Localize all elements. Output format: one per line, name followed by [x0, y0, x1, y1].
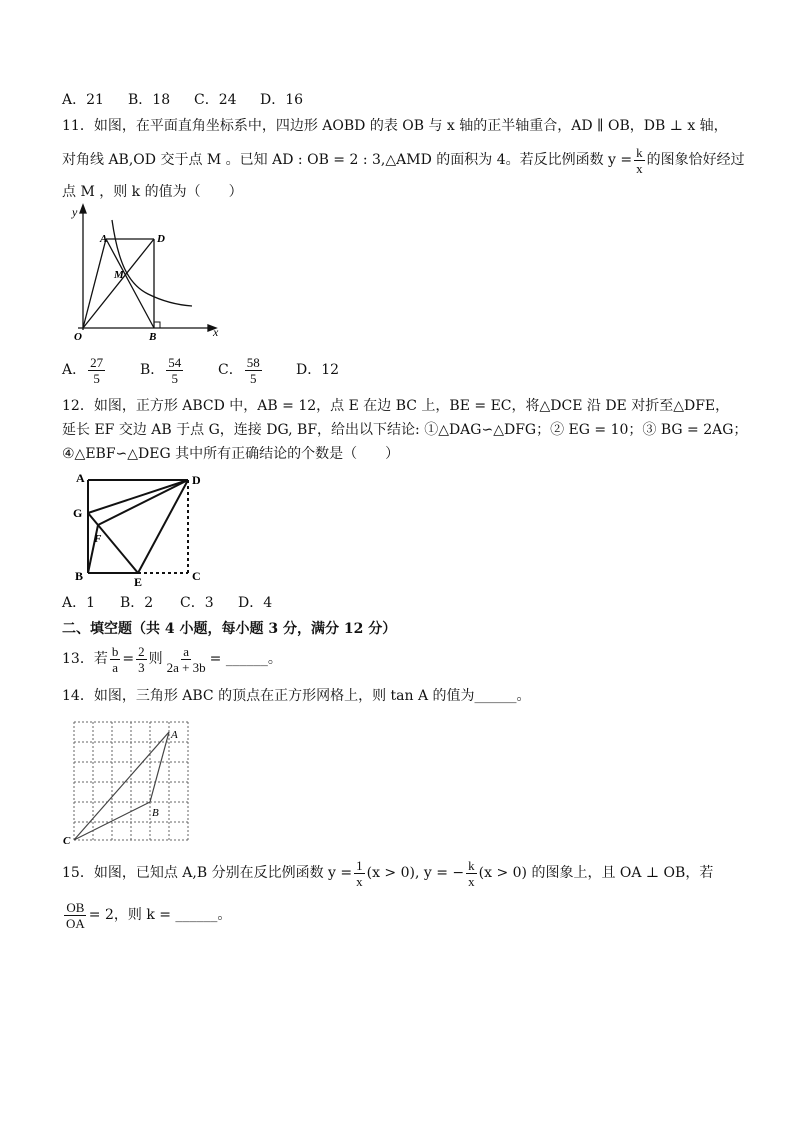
right-angle-mark: [154, 322, 160, 328]
q15-mid1: (x > 0), y = −: [366, 865, 465, 881]
q11-figure: [68, 202, 228, 342]
q12-label-a: A: [76, 471, 85, 485]
q11-option-a-den: 5: [93, 370, 100, 386]
q13-frac3-num: a: [183, 643, 189, 659]
q12-line3: ④△EBF∽△DEG 其中所有正确结论的个数是（ ）: [62, 446, 400, 462]
q13-frac1-den: a: [112, 659, 118, 675]
q15-frac2-num: k: [468, 857, 475, 873]
q13-frac2: [136, 644, 147, 675]
q13-eq: =: [122, 651, 135, 667]
q15-frac2: [466, 858, 477, 889]
q11-option-c-den: 5: [249, 370, 257, 386]
q11-line1: 11．如图，在平面直角坐标系中，四边形 AOBD 的表 OB 与 x 轴的正半轴重合，AD ∥ OB，DB ⊥ x 轴，: [62, 118, 728, 134]
q11-label-x: x: [213, 325, 219, 339]
q15-frac3-num: OB: [66, 899, 85, 915]
q13-frac3: [165, 644, 208, 675]
q10-option-d: D．16: [260, 92, 304, 108]
q11-option-b-letter: B．: [140, 362, 165, 378]
q11-option-a-frac: [88, 355, 105, 386]
section2-title: 二、填空题（共 4 小题，每小题 3 分，满分 12 分）: [62, 621, 397, 637]
q11-option-b-frac: [166, 355, 183, 386]
q13-frac2-den: 3: [138, 659, 145, 675]
q13-mid: 则: [148, 651, 163, 667]
q13: [62, 642, 282, 676]
q15-line1: [62, 855, 713, 891]
q15-frac3-den: OA: [66, 915, 85, 931]
q15-line2: [62, 897, 231, 933]
q11-option-c-letter: C．: [218, 362, 243, 378]
line-ab: [106, 239, 154, 328]
q11-label-y: y: [72, 205, 78, 219]
q11-frac-den: x: [636, 160, 643, 176]
q14-label-a: A: [171, 729, 178, 741]
q12-label-f: F: [94, 533, 102, 545]
q12-option-c: C．3: [180, 595, 214, 611]
q14-label-b: B: [152, 807, 159, 819]
q11-options: [62, 350, 339, 390]
q11-option-c-num: 58: [246, 354, 260, 370]
q11-option-d-letter: D．: [296, 362, 322, 378]
q15-frac2-den: x: [468, 873, 475, 889]
q15-frac3: [64, 900, 87, 931]
q12-options: [62, 593, 272, 613]
q12-label-e: E: [134, 575, 143, 589]
q11-option-a-num: 27: [90, 354, 104, 370]
q12-option-d: D．4: [238, 595, 273, 611]
q12-option-b: B．2: [120, 595, 154, 611]
q11-line3: 点 M ，则 k 的值为（ ）: [62, 184, 243, 200]
q12-line2: 延长 EF 交边 AB 于点 G，连接 DG, BF，给出以下结论: ①△DAG∽△DFG；② EG = 10；③ BG = 2AG；: [62, 422, 748, 438]
q11-label-o: O: [74, 331, 82, 342]
q13-frac1-num: b: [111, 643, 119, 659]
q14-figure: [60, 716, 200, 850]
q11-option-a-letter: A．: [62, 362, 87, 378]
q11-fraction: [634, 145, 645, 176]
q15-frac1: [354, 858, 365, 889]
q15-suffix: = 2，则 k = ______。: [88, 907, 232, 923]
q11-option-b-num: 54: [168, 354, 182, 370]
q11-label-d: D: [157, 233, 165, 245]
q13-suffix: = ______。: [209, 651, 282, 667]
q11-option-c: [218, 350, 296, 390]
q11-option-a: [62, 350, 140, 390]
q11-line2-b: 的图象恰好经过: [646, 152, 745, 168]
q14-text: 14．如图，三角形 ABC 的顶点在正方形网格上，则 tan A 的值为______。: [62, 688, 531, 704]
q13-frac1: [110, 644, 121, 675]
q10-option-c: C．24: [194, 92, 237, 108]
q11-label-b: B: [149, 331, 157, 342]
q13-frac2-num: 2: [138, 643, 145, 659]
hyperbola: [112, 220, 192, 306]
line-fd: [98, 480, 188, 525]
q15-prefix: 15．如图，已知点 A,B 分别在反比例函数 y =: [62, 865, 353, 881]
q11-frac-num: k: [636, 144, 643, 160]
line-oa: [83, 239, 106, 328]
q15-frac1-num: 1: [356, 857, 363, 873]
q12-label-b: B: [75, 569, 84, 583]
q11-label-a: A: [100, 233, 108, 245]
q11-line2-a: 对角线 AB,OD 交于点 M 。已知 AD : OB = 2 : 3,△AMD 的面积为 4。若反比例函数 y =: [62, 152, 633, 168]
q11-option-c-frac: [245, 355, 262, 386]
q12-figure: [68, 470, 218, 590]
q10-options: [62, 90, 303, 110]
q11-option-b-den: 5: [171, 370, 179, 386]
q12-line1: 12．如图，正方形 ABCD 中，AB = 12，点 E 在边 BC 上，BE = EC，将△DCE 沿 DE 对折至△DFE，: [62, 398, 730, 414]
q12-label-d: D: [192, 473, 201, 487]
q12-option-a: A．1: [62, 595, 96, 611]
q12-label-g: G: [73, 506, 83, 520]
y-axis-arrow: [80, 205, 86, 213]
q10-option-a: A．21: [62, 92, 104, 108]
q15-frac1-den: x: [356, 873, 363, 889]
q15-mid2: (x > 0) 的图象上，且 OA ⊥ OB，若: [478, 865, 714, 881]
q13-frac3-den: 2a + 3b: [166, 659, 206, 675]
q11-option-b: [140, 350, 218, 390]
q12-label-c: C: [192, 569, 201, 583]
q14-label-c: C: [63, 835, 71, 847]
q11-option-d-text: 12: [321, 362, 340, 378]
q11-line2: [62, 143, 745, 177]
q11-option-d: [296, 362, 339, 378]
q10-option-b: B．18: [128, 92, 171, 108]
q13-prefix: 13．若: [62, 651, 108, 667]
q11-label-m: M: [114, 269, 124, 281]
